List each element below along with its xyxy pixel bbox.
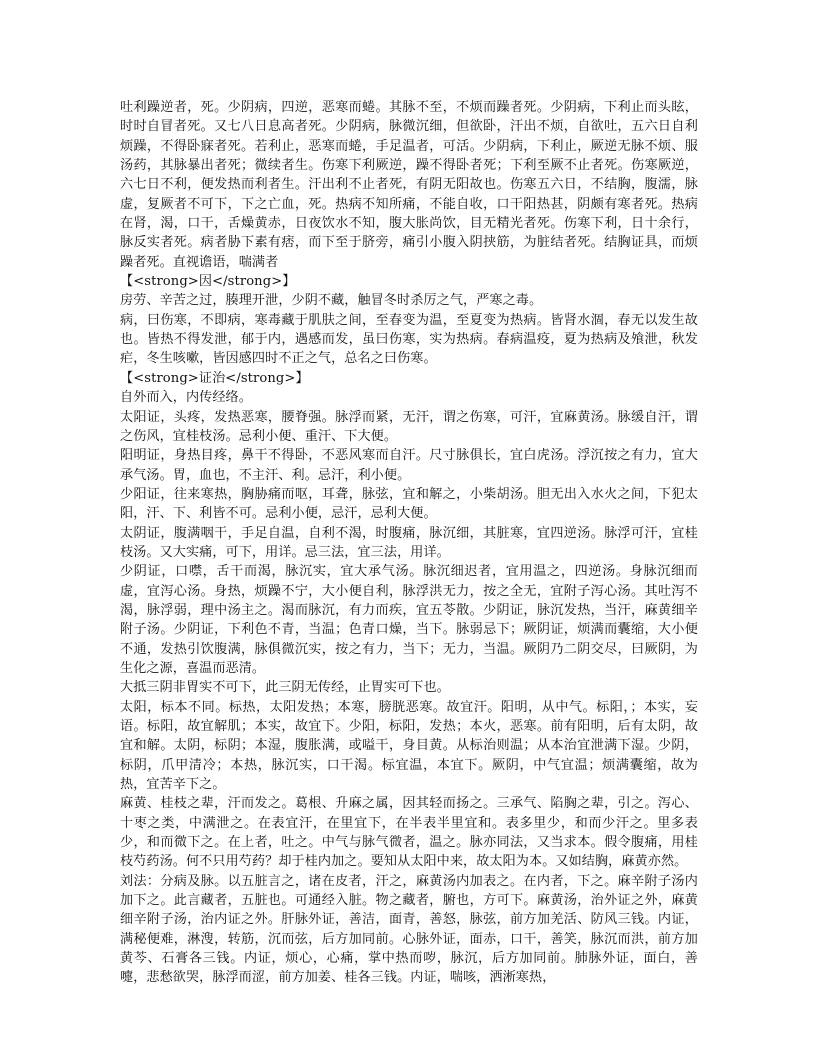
paragraph-three-yin-summary: 大抵三阴非胃实不可下，此三阴无传经，止胃实可下也。 [120, 680, 450, 696]
paragraph-liu-method: 刘法：分病及脉。以五脏言之，诸在皮者，汗之，麻黄汤内加表之。在内者，下之。麻辛附子汤内加下之。此言藏者，五脏也。可通经入脏。物之藏者，腑也，方可下。麻黄汤，治外证之外，麻黄细辛附子汤，治内证之外。肝脉外证，善洁，面青，善怒，脉弦，前方加羌活、防风三钱。内证，满秘便难，淋溲，转筋，沉而弦，后方加同前。心脉外证，面赤，口干，善笑，脉沉而洪，前方加黄芩、石膏各三钱。内证，烦心，心痛，掌中热而哕，脉沉，后方加同前。肺脉外证，面白，善嚏，悲愁欲哭，脉浮而涩，前方加姜、桂各三钱。内证，喘咳，洒淅寒热， [120, 873, 698, 986]
document-page [120, 98, 698, 988]
paragraph-cause-seasonal: 病，曰伤寒，不即病，寒毒藏于肌肤之间，至春变为温，至夏变为热病。皆肾水涸，春无以发生故也。皆热不得发泄，郁于内，遇感而发，虽曰伤寒，实为热病。春病温疫，夏为热病及飧泄，秋发 疟，冬生咳嗽，皆因感四时不正之气，总名之曰伤寒。 [120, 312, 698, 367]
section-heading-cause: 【<strong>因</strong>】 [120, 274, 296, 290]
paragraph-prognosis-death-signs: 吐利躁逆者，死。少阴病，四逆，恶寒而蜷。其脉不至，不烦而躁者死。少阴病，下利止而头眩，时时自冒者死。又七八日息高者死。少阴病，脉微沉细，但欲卧，汗出不烦，自欲吐，五六日自利烦躁，不得卧寐者死。若利止，恶寒而蜷，手足温者，可活。少阴病，下利止，厥逆无脉不烦、服汤药，其脉暴出者死；微续者生。伤寒下利厥逆，躁不得卧者死；下利至厥不止者死。伤寒厥逆，六七日不利，便发热而利者生。汗出利不止者死，有阴无阳故也。伤寒五六日，不结胸，腹濡，脉虚，复厥者不可下，下之亡血，死。热病不知所痛，不能自收，口干阳热甚，阴颇有寒者死。热病在肾，渴，口干，舌燥黄赤，日夜饮水不知，腹大胀尚饮，目无精光者死。伤寒下利，日十余行，脉反实者死。病者胁下素有痞，而下至于脐旁，痛引小腹入阴挟筋，为脏结者死。结胸证具，而烦躁者死。直视谵语，喘满者 [120, 100, 698, 270]
paragraph-yangming: 阳明证，身热目疼，鼻干不得卧，不恶风寒而自汗。尺寸脉俱长，宜白虎汤。浮沉按之有力，宜大承气汤。胃，血也，不主汗、利。忌汗，利小便。 [120, 448, 698, 483]
paragraph-taiyang: 太阳证，头疼，发热恶寒，腰脊强。脉浮而紧，无汗，谓之伤寒，可汗，宜麻黄汤。脉缓自汗，谓之伤风，宜桂枝汤。忌利小便、重汗、下大便。 [120, 409, 698, 444]
paragraph-shaoyang: 少阳证，往来寒热，胸胁痛而呕，耳聋，脉弦，宜和解之，小柴胡汤。胆无出入水火之间，下犯太阳，汗、下、利皆不可。忌利小便，忌汗，忌利大便。 [120, 486, 698, 522]
paragraph-biao-ben: 太阳，标本不同。标热，太阳发热；本寒，膀胱恶寒。故宜汗。阳明，从中气。标阳，；本实，妄语。标阳，故宜解肌；本实，故宜下。少阳，标阳，发热；本火，恶寒。前有阳明，后有太阴，故宜和解。太阴，标阴；本湿，腹胀满，或嗌干，身目黄。从标治则温；从本治宜泄满下湿。少阴，标阴，爪甲清冷；本热，脉沉实，口干渴。标宜温，本宜下。厥阴，中气宜温；烦满囊缩，故为热，宜苦辛下之。 [120, 699, 698, 793]
section-heading-treatment: 【<strong>证治</strong>】 [120, 370, 309, 386]
paragraph-cause-overwork: 房劳、辛苦之过，腠理开泄，少阴不藏，触冒冬时杀厉之气，严寒之毒。 [120, 293, 543, 309]
paragraph-transmission: 自外而入，内传经络。 [120, 390, 252, 406]
paragraph-treatment-methods: 麻黄、桂枝之辈，汗而发之。葛根、升麻之属，因其轻而扬之。三承气、陷胸之辈，引之。泻心、十枣之类，中满泄之。在表宜汗，在里宜下，在半表半里宜和。表多里少，和而少汗之。里多表少，和而微下之。在上者，吐之。中气与脉气微者，温之。脉亦同法，又当求本。假令腹痛，用桂枝芍药汤。何不只用芍药？却于桂内加之。要知从太阳中来，故太阳为本。又如结胸，麻黄亦然。 [120, 796, 698, 870]
paragraph-taiyin: 太阴证，腹满咽干，手足自温，自利不渴，时腹痛，脉沉细，其脏寒，宜四逆汤。脉浮可汗，宜桂枝汤。又大实痛，可下，用详。忌三法，宜三法，用详。 [120, 525, 698, 560]
paragraph-shaoyin: 少阴证，口噤，舌干而渴，脉沉实，宜大承气汤。脉沉细迟者，宜用温之，四逆汤。身脉沉细而虚，宜泻心汤。身热，烦躁不宁，大小便自利，脉浮洪无力，按之全无，宜附子泻心汤。其吐泻不渴，脉浮弱，理中汤主之。渴而脉沉，有力而疾，宜五苓散。少阴证，脉沉发热，当汗，麻黄细辛附子汤。少阴证，下利色不青，当温；色青口燥，当下。脉弱忌下；厥阴证，烦满而囊缩，大小便不通，发热引饮腹满，脉俱微沉实，按之有力，当下；无力，当温。厥阴乃二阴交尽，曰厥阴，为生化之源，喜温而恶清。 [120, 564, 698, 676]
